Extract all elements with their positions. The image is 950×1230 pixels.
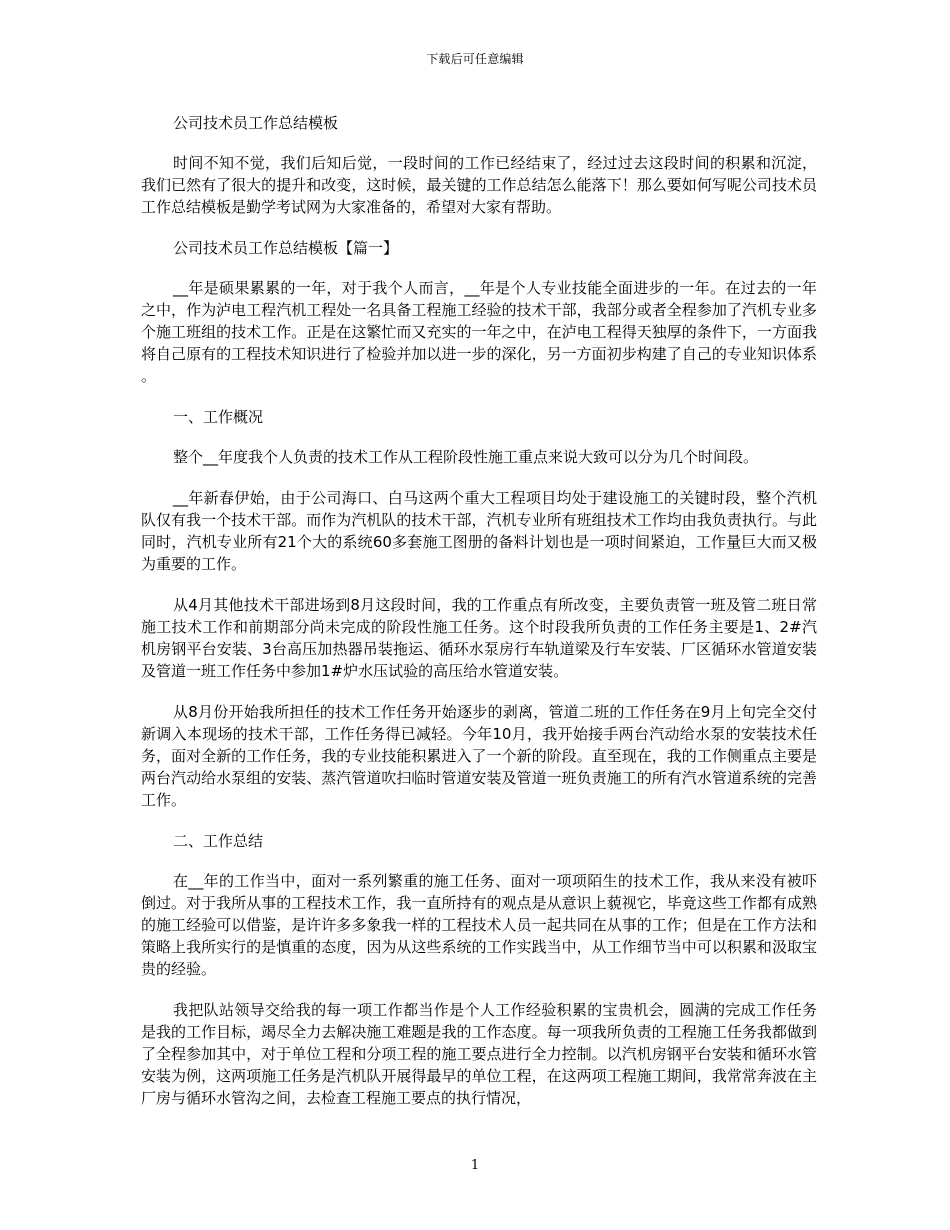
section-heading-work-summary: 二、工作总结: [173, 832, 264, 850]
body-paragraph: 从8月份开始我所担任的技术工作任务开始逐步的剥离，管道二班的工作任务在9月上旬完全交付新调入本现场的技术干部，工作任务得已减轻。今年10月，我开始接手两台汽动给水泵的安装技术任务，面对全新的工作任务，我的专业技能积累进入了一个新的阶段。直至现在，我的工作侧重点主要是两台汽动给水泵组的安装、蒸汽管道吹扫临时管道安装及管道一班负责施工的所有汽水管道系统的完善工作。: [141, 703, 817, 809]
intro-paragraph: 时间不知不觉，我们后知后觉，一段时间的工作已经结束了，经过过去这段时间的积累和沉淀，我们已然有了很大的提升和改变，这时候，最关键的工作总结怎么能落下！那么要如何写呢公司技术员工作总结模板是勤学考试网为大家准备的，希望对大家有帮助。: [141, 154, 817, 216]
section-heading-work-overview: 一、工作概况: [173, 408, 264, 426]
page-header: 下载后可任意编辑: [426, 52, 524, 66]
document-body: [141, 112, 817, 1128]
body-paragraph: 在__年的工作当中，面对一系列繁重的施工任务、面对一项项陌生的技术工作，我从来没有被吓倒过。对于我所从事的工程技术工作，我一直所持有的观点是从意识上藐视它，毕竟这些工作都有成熟的施工经验可以借鉴，是许许多多象我一样的工程技术人员一起共同在从事的工作；但是在工作方法和策略上我所实行的是慎重的态度，因为从这些系统的工作实践当中，从工作细节当中可以积累和汲取宝贵的经验。: [141, 872, 817, 978]
document-title: 公司技术员工作总结模板: [173, 114, 339, 132]
body-paragraph: 整个__年度我个人负责的技术工作从工程阶段性施工重点来说大致可以分为几个时间段。: [173, 448, 759, 466]
body-paragraph: 我把队站领导交给我的每一项工作都当作是个人工作经验积累的宝贵机会，圆满的完成工作任务是我的工作目标，竭尽全力去解决施工难题是我的工作态度。每一项我所负责的工程施工任务我都做到了全程参加其中，对于单位工程和分项工程的施工要点进行全力控制。以汽机房钢平台安装和循环水管安装为例，这两项施工任务是汽机队开展得最早的单位工程，在这两项工程施工期间，我常常奔波在主厂房与循环水管沟之间，去检查工程施工要点的执行情况，: [141, 1001, 817, 1107]
body-paragraph: __年新春伊始，由于公司海口、白马这两个重大工程项目均处于建设施工的关键时段，整个汽机队仅有我一个技术干部。而作为汽机队的技术干部，汽机专业所有班组技术工作均由我负责执行。与此同时，汽机专业所有21个大的系统60多套施工图册的备料计划也是一项时间紧迫，工作量巨大而又极为重要的工作。: [141, 489, 817, 573]
section-title-part-one: 公司技术员工作总结模板【篇一】: [173, 239, 399, 257]
body-paragraph: __年是硕果累累的一年，对于我个人而言，__年是个人专业技能全面进步的一年。在过去的一年之中，作为泸电工程汽机工程处一名具备工程施工经验的技术干部，我部分或者全程参加了汽机专业多个施工班组的技术工作。正是在这繁忙而又充实的一年之中，在泸电工程得天独厚的条件下，一方面我将自己原有的工程技术知识进行了检验并加以进一步的深化，另一方面初步构建了自己的专业知识体系。: [141, 279, 817, 385]
body-paragraph: 从4月其他技术干部进场到8月这段时间，我的工作重点有所改变，主要负责管一班及管二班日常施工技术工作和前期部分尚未完成的阶段性施工任务。这个时段我所负责的工作任务主要是1、2#汽机房钢平台安装、3台高压加热器吊装拖运、循环水泵房行车轨道梁及行车安装、厂区循环水管道安装及管道一班工作任务中参加1#炉水压试验的高压给水管道安装。: [141, 596, 817, 680]
page-number: 1: [470, 1158, 480, 1173]
